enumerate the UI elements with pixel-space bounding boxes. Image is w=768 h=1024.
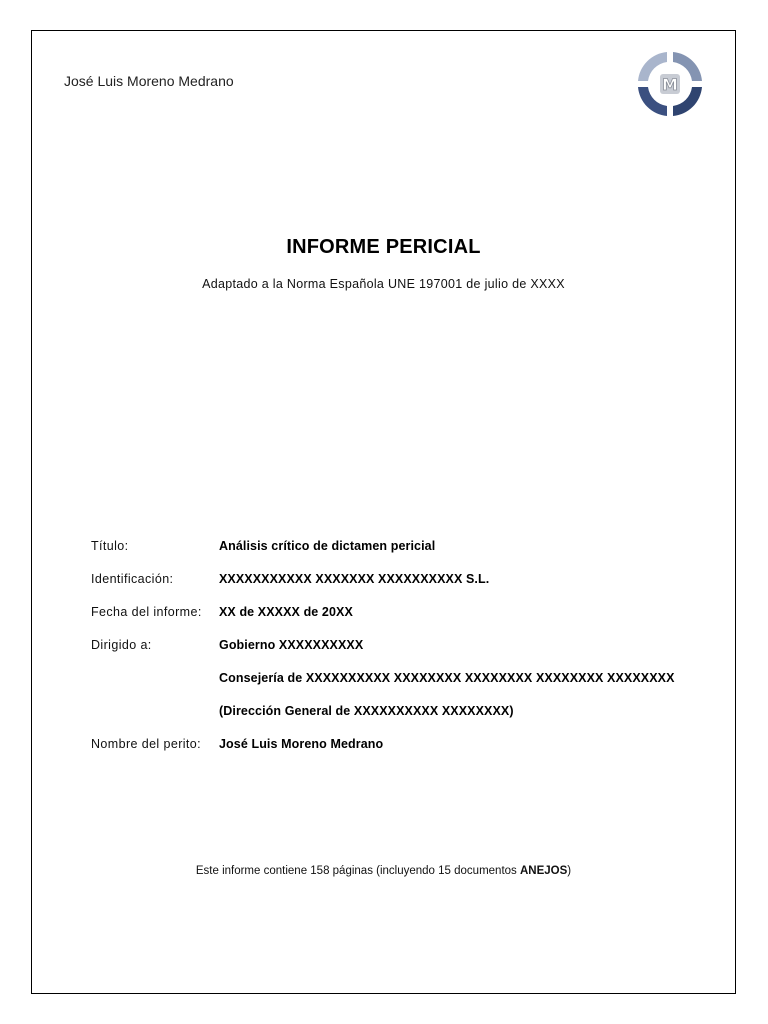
anejos-label: ANEJOS [519,865,568,877]
info-value-perito: José Luis Moreno Medrano [219,737,384,751]
info-value-fecha: XX de XXXXX de 20XX [219,605,353,619]
info-value-titulo: Análisis crítico de dictamen pericial [219,539,436,553]
logo-letter: M [662,75,678,94]
report-info-table [91,539,675,770]
document-subtitle: Adaptado a la Norma Española UNE 197001 de julio de XXXX [202,277,565,291]
info-label-dirigido: Dirigido a: [91,638,152,652]
info-value-dirigido-gobierno: Gobierno XXXXXXXXXX [219,638,364,652]
info-row-dirigido [91,638,675,671]
info-label-perito: Nombre del perito: [91,737,202,751]
info-label-fecha: Fecha del informe: [91,605,202,619]
info-row-perito [91,737,675,770]
company-logo [634,48,706,120]
author-header: José Luis Moreno Medrano [64,73,234,89]
info-row-dirigido-consejeria [91,671,675,704]
info-row-dirigido-direccion [91,704,675,737]
info-row-titulo [91,539,675,572]
info-row-fecha [91,605,675,638]
page-count-note-close: ) [567,865,572,877]
document-page [31,30,736,994]
info-value-dirigido-consejeria: Consejería de XXXXXXXXXX XXXXXXXX XXXXXXXX XXXXXXXX XXXXXXXX [219,671,675,685]
document-title: INFORME PERICIAL [286,236,481,258]
info-label-titulo: Título: [91,539,129,553]
page-count-note [32,865,735,877]
page-count-note-text: Este informe contiene 158 páginas (incluyendo 15 documentos [195,865,520,877]
info-label-identificacion: Identificación: [91,572,174,586]
info-value-dirigido-direccion: (Dirección General de XXXXXXXXXX XXXXXXXX) [219,704,514,718]
info-value-identificacion: XXXXXXXXXXX XXXXXXX XXXXXXXXXX S.L. [219,572,490,586]
info-row-identificacion [91,572,675,605]
